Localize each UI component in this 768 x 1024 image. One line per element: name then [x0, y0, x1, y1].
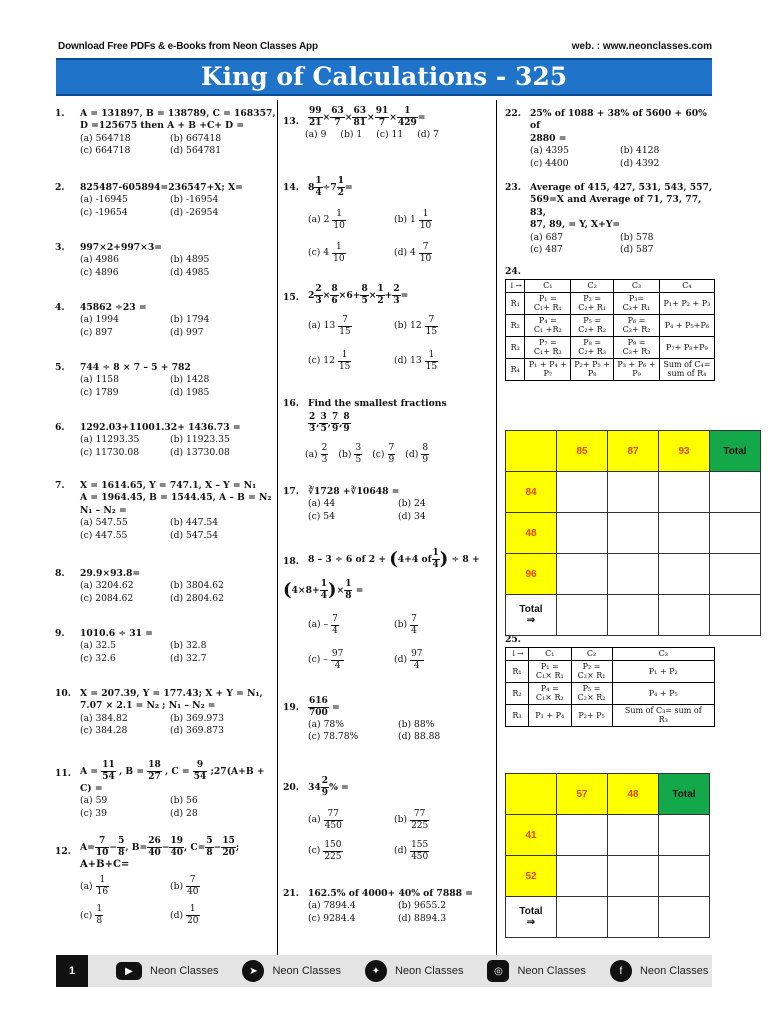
option-b: (b) -16954 — [170, 194, 219, 206]
option-d: (d) 4985 — [170, 266, 210, 278]
option-d: (d) 28 — [170, 807, 198, 819]
question-18: 18. 8 – 3 ÷ 6 of 2 + (4+4 of $\frac{1}{4}$ ) ÷ 8 + (4×8+ $\frac{1}{4}$ )× $\frac{1}{8}$ = (a) – 7 4 (b) 7 4 (c) – 97 4 (d) 97 4 — [283, 548, 493, 672]
table-cell: P₄ = C₁ +R₂ — [525, 314, 571, 336]
corner-cell: ↓→ — [506, 280, 525, 293]
page-title: King of Calculations - 325 — [56, 58, 712, 96]
question-10: 10. X = 207.39, Y = 177.43; X + Y = N₁, 7.07 × 2.1 = N₂ ; N₁ – N₂ = (a) 384.82 (b) 369.973 (c) 384.28 (d) 369.873 — [55, 688, 277, 738]
grid-corner — [506, 431, 557, 472]
option-a: (a) 2 1 10 — [308, 209, 345, 231]
option-a: (a) -16945 — [80, 194, 128, 206]
corner-cell: ↓→ — [506, 648, 529, 661]
option-a: (a) 1158 — [80, 374, 119, 386]
option-b: (b) 578 — [620, 231, 654, 243]
table-cell: P₃= C₃+ R₁ — [614, 292, 660, 314]
table-cell: P₉ = C₃+ R₃ — [614, 336, 660, 358]
question-9: 9. 1010.6 ÷ 31 = (a) 32.5 (b) 32.8 (c) 32.6 (d) 32.7 — [55, 628, 277, 665]
column-header: C₂ — [571, 648, 612, 661]
option-d: (d) 88.88 — [398, 731, 441, 743]
option-a: (a) 2 3 — [305, 443, 328, 466]
table-row — [506, 704, 715, 726]
instagram-icon: ◎ — [487, 960, 509, 982]
table-cell: Sum of C₄= sum of R₄ — [659, 358, 714, 380]
option-a: (a) 547.55 — [80, 517, 128, 529]
table-cell: P₇ = C₁+ R₃ — [525, 336, 571, 358]
option-b: (b) 7 4 — [394, 614, 417, 636]
grid-empty-cell[interactable] — [557, 897, 608, 938]
grid-empty-cell[interactable] — [608, 595, 659, 636]
grid-total-header: Total — [710, 431, 761, 472]
table-row — [506, 336, 715, 358]
question-24-table — [505, 279, 715, 381]
question-25-answer-grid — [505, 773, 710, 938]
option-c: (c) 7 9 — [372, 443, 395, 466]
question-20: 20. 34 $\frac{2}{9}$ % = (a) 77 450 (b) 77 225 (c) 150 225 (d) 155 450 — [283, 776, 493, 863]
column-header: C₁ — [525, 280, 571, 293]
table-cell: P₂+ P₅ + P₈ — [571, 358, 614, 380]
option-d: (d) 32.7 — [170, 652, 207, 664]
grid-total-row-label: Total ⇒ — [506, 897, 557, 938]
table-cell: R₂ — [506, 682, 529, 704]
table-cell: P₄ + P₅+P₆ — [659, 314, 714, 336]
grid-empty-cell[interactable] — [608, 554, 659, 595]
table-cell: R₁ — [506, 660, 529, 682]
table-cell: P₁ = C₁× R₁ — [529, 660, 572, 682]
question-22: 22. 25% of 1088 + 38% of 5600 + 60% of 2880 = (a) 4395 (b) 4128 (c) 4400 (d) 4392 — [505, 108, 715, 170]
footer-bar — [56, 955, 712, 987]
column-header: C₃ — [614, 280, 660, 293]
option-a: (a) 4395 — [530, 145, 569, 157]
grid-empty-cell[interactable] — [710, 554, 761, 595]
option-c: (c) 11730.08 — [80, 446, 140, 458]
grid-column-value: 93 — [659, 431, 710, 472]
option-d: (d) 13730.08 — [170, 446, 230, 458]
option-c: (c) 54 — [308, 510, 335, 522]
question-21: 21. 162.5% of 4000+ 40% of 7888 = (a) 7894.4 (b) 9655.2 (c) 9284.4 (d) 8894.3 — [283, 888, 493, 925]
table-row — [506, 292, 715, 314]
option-c: (c) 11 — [376, 129, 404, 140]
option-d: (d) 547.54 — [170, 529, 219, 541]
table-cell: P₄ = C₁× R₂ — [529, 682, 572, 704]
question-17: 17. ∛1728 +∛10648 = (a) 44 (b) 24 (c) 54 (d) 34 — [283, 486, 493, 523]
table-cell: R₃ — [506, 336, 525, 358]
grid-row-value: 52 — [506, 856, 557, 897]
table-cell: R₄ — [506, 358, 525, 380]
question-14: 14. 8 $\frac{1}{4}$ ÷7 $\frac{1}{2}$ = (a) 2 1 10 (b) 1 1 10 (c) 4 1 10 (d) 4 7 10 — [283, 176, 493, 265]
table-cell: R₂ — [506, 314, 525, 336]
grid-row-value: 96 — [506, 554, 557, 595]
grid-column-value: 48 — [608, 774, 659, 815]
header-website[interactable]: web. : www.neonclasses.com — [571, 41, 712, 52]
instagram-link[interactable]: ◎ Neon Classes — [487, 960, 585, 982]
grid-empty-cell[interactable] — [608, 897, 659, 938]
column-header: C₄ — [659, 280, 714, 293]
twitter-icon: ✦ — [365, 960, 387, 982]
option-d: (d) 8 9 — [405, 443, 429, 466]
option-c: (c) 487 — [530, 244, 563, 256]
option-d: (d) 1 20 — [170, 904, 199, 927]
column-divider — [277, 100, 278, 955]
question-5: 5. 744 ÷ 8 × 7 – 5 + 782 (a) 1158 (b) 1428 (c) 1789 (d) 1985 — [55, 362, 277, 399]
grid-empty-cell[interactable] — [608, 472, 659, 513]
table-row — [506, 358, 715, 380]
grid-empty-cell[interactable] — [710, 595, 761, 636]
grid-corner — [506, 774, 557, 815]
column-header: C₂ — [571, 280, 614, 293]
question-12: 12. A= $\frac{7}{10}$ − $\frac{5}{8}$ , B= $\frac{26}{40}$ − $\frac{19}{40}$ , C= $\frac{5}{8}$ − $\frac{15}{20}$ ; A+B+C= (a) 1 16 (b) 7 40 (c) 1 8 (d) 1 20 — [55, 836, 277, 927]
question-25: 25. ↓→ C₁ C₂ C₃ R₁ P₁ = C₁× R₁ P₂ = C₂× R₁ P₁ + P₂ R₂ P₄ = C₁× R₂ P₅ = C₂× R₂ P₄ + P₅ R₃ P₁ + P₄ P₂+ P₅ Sum of C₃= sum of R₃ — [505, 634, 715, 727]
option-a: (a) 3204.62 — [80, 580, 134, 592]
option-d: (d) 564781 — [170, 145, 222, 157]
option-c: (c) 12 1 15 — [308, 350, 351, 372]
option-d: (d) 13 1 15 — [394, 350, 438, 372]
option-d: (d) 97 4 — [394, 649, 423, 671]
table-cell: P₁ + P₄ — [529, 704, 572, 726]
grid-empty-cell[interactable] — [608, 513, 659, 554]
grid-row-value: 48 — [506, 513, 557, 554]
option-c: (c) 4 1 10 — [308, 242, 345, 264]
option-b: (b) 12 7 15 — [394, 315, 438, 337]
option-a: (a) 564718 — [80, 132, 131, 144]
question-23: 23. Average of 415, 427, 531, 543, 557, 569=X and Average of 71, 73, 77, 83, 87, 89, = Y, X+Y= (a) 687 (b) 578 (c) 487 (d) 587 — [505, 182, 715, 256]
option-d: (d) 7 — [417, 129, 440, 140]
option-a: (a) 44 — [308, 498, 336, 510]
table-cell: R₃ — [506, 704, 529, 726]
option-d: (d) 1985 — [170, 386, 210, 398]
grid-empty-cell[interactable] — [659, 856, 710, 897]
question-6: 6. 1292.03+11001.32+ 1436.73 = (a) 11293.35 (b) 11923.35 (c) 11730.08 (d) 13730.08 — [55, 422, 277, 459]
option-c: (c) 2084.62 — [80, 592, 134, 604]
option-b: (b) 1 1 10 — [394, 209, 432, 231]
table-cell: P₅ = C₂+ R₂ — [571, 314, 614, 336]
option-a: (a) 78% — [308, 719, 344, 730]
table-row — [506, 660, 715, 682]
grid-empty-cell[interactable] — [557, 595, 608, 636]
table-row — [506, 314, 715, 336]
option-b: (b) 1 — [340, 129, 363, 140]
question-25-table — [505, 647, 715, 727]
option-a: (a) 4986 — [80, 254, 119, 266]
grid-empty-cell[interactable] — [557, 472, 608, 513]
table-cell: P₇+ P₈+P₉ — [659, 336, 714, 358]
grid-empty-cell[interactable] — [557, 856, 608, 897]
option-a: (a) 384.82 — [80, 712, 128, 724]
option-b: (b) 3804.62 — [170, 580, 224, 592]
option-c: (c) – 97 4 — [308, 649, 344, 671]
option-c: (c) 897 — [80, 326, 113, 338]
facebook-link[interactable]: f Neon Classes — [610, 960, 708, 982]
grid-empty-cell[interactable] — [608, 856, 659, 897]
grid-column-value: 85 — [557, 431, 608, 472]
option-a: (a) 13 7 15 — [308, 315, 351, 337]
option-c: (c) 664718 — [80, 145, 131, 157]
option-a: (a) 687 — [530, 231, 564, 243]
table-cell: P₁ = C₁+ R₁ — [525, 292, 571, 314]
grid-empty-cell[interactable] — [608, 815, 659, 856]
option-c: (c) 4400 — [530, 157, 569, 169]
option-b: (b) 3 5 — [338, 443, 362, 466]
table-cell: P₅ = C₂× R₂ — [571, 682, 612, 704]
column-header: C₁ — [529, 648, 572, 661]
table-cell: P₂+ P₅ — [571, 704, 612, 726]
question-24: 24. ↓→ C₁ C₂ C₃ C₄ R₁ P₁ = C₁+ R₁ P₂ = C₂+ R₁ P₃= C₃+ R₁ P₁+ P₂ + P₃ R₂ P₄ = C₁ +R₂ P₅ = C₂+ R₂ P₆ = C₃+ R₂ P₄ + P₅+P₆ R₃ P₇ = C₁+ R₃ P₈ = C₂+ R₃ P₉ = C₃+ R₃ P₇+ P₈+P₉ R₄ P₁ + P₄ + P₇ P₂+ P₅ + P₈ P₃ + P₆ + P₉ Sum of C₄= sum of R₄ — [505, 266, 715, 381]
option-b: (b) 447.54 — [170, 517, 219, 529]
grid-empty-cell[interactable] — [659, 472, 710, 513]
table-cell: P₁+ P₂ + P₃ — [659, 292, 714, 314]
grid-empty-cell[interactable] — [557, 554, 608, 595]
column-divider — [496, 100, 497, 955]
grid-row-value: 84 — [506, 472, 557, 513]
option-c: (c) 39 — [80, 807, 107, 819]
question-16: 16. Find the smallest fractions $\frac{2}{3}$ , $\frac{3}{5}$ , $\frac{7}{9}$ , $\frac{8}{9}$ (a) 2 3 (b) 3 5 (c) 7 9 (d) 8 9 — [283, 398, 447, 466]
grid-empty-cell[interactable] — [659, 897, 710, 938]
grid-empty-cell[interactable] — [557, 513, 608, 554]
option-c: (c) 447.55 — [80, 529, 128, 541]
table-cell: Sum of C₃= sum of R₃ — [612, 704, 714, 726]
option-d: (d) 34 — [398, 510, 426, 522]
option-c: (c) 78.78% — [308, 731, 359, 743]
option-c: (c) 1789 — [80, 386, 119, 398]
question-1: 1. A = 131897, B = 138789, C = 168357, D =125675 then A + B +C+ D = (a) 564718 (b) 667418 (c) 664718 (d) 564781 — [55, 108, 276, 157]
option-d: (d) 2804.62 — [170, 592, 224, 604]
option-b: (b) 4128 — [620, 145, 660, 157]
question-19: 19. $\frac{616}{700}$ = (a) 78% (b) 88% (c) 78.78% (d) 88.88 — [283, 696, 493, 744]
grid-empty-cell[interactable] — [659, 595, 710, 636]
grid-total-header: Total — [659, 774, 710, 815]
table-cell: P₂ = C₂+ R₁ — [571, 292, 614, 314]
option-a: (a) 77 450 — [308, 809, 342, 831]
option-c: (c) -19654 — [80, 206, 128, 218]
option-a: (a) 59 — [80, 795, 108, 807]
question-13: 13. $\frac{99}{21}$ × $\frac{63}{7}$ × $\frac{63}{81}$ × $\frac{91}{7}$ × $\frac{1}{429}$ = (a) 9 (b) 1 (c) 11 (d) 7 — [283, 106, 440, 140]
page-number: 1 — [56, 955, 88, 987]
option-b: (b) 4895 — [170, 254, 210, 266]
option-d: (d) 587 — [620, 244, 654, 256]
option-b: (b) 77 225 — [394, 809, 429, 831]
table-cell: P₁ + P₂ — [612, 660, 714, 682]
option-b: (b) 32.8 — [170, 640, 207, 652]
table-cell: P₈ = C₂+ R₃ — [571, 336, 614, 358]
option-a: (a) 32.5 — [80, 640, 117, 652]
question-7: 7. X = 1614.65, Y = 747.1, X – Y = N₁ A = 1964.45, B = 1544.45, A – B = N₂ N₁ – N₂ = (a) 547.55 (b) 447.54 (c) 447.55 (d) 547.54 — [55, 480, 277, 542]
option-d: (d) 997 — [170, 326, 204, 338]
question-2: 2. 825487-605894=236547+X; X= (a) -16945 (b) -16954 (c) -19654 (d) -26954 — [55, 182, 277, 219]
grid-column-value: 87 — [608, 431, 659, 472]
telegram-link[interactable]: ➤ Neon Classes — [242, 960, 340, 982]
table-cell: P₁ + P₄ + P₇ — [525, 358, 571, 380]
youtube-link[interactable]: ▶ Neon Classes — [116, 962, 218, 980]
grid-row-value: 41 — [506, 815, 557, 856]
grid-empty-cell[interactable] — [710, 513, 761, 554]
grid-empty-cell[interactable] — [710, 472, 761, 513]
option-a: (a) – 7 4 — [308, 614, 338, 636]
option-b: (b) 7 40 — [170, 875, 199, 898]
table-cell: P₄ + P₅ — [612, 682, 714, 704]
grid-empty-cell[interactable] — [659, 554, 710, 595]
question-11: 11. A = $\frac{11}{54}$ , B = $\frac{18}{27}$ , C = $\frac{9}{54}$ ;27(A+B + C) = (a) 59 (b) 56 (c) 39 (d) 28 — [55, 760, 277, 820]
grid-empty-cell[interactable] — [659, 513, 710, 554]
table-cell: R₁ — [506, 292, 525, 314]
question-24-answer-grid — [505, 430, 761, 636]
question-4: 4. 45862 ÷23 = (a) 1994 (b) 1794 (c) 897 (d) 997 — [55, 302, 277, 339]
facebook-icon: f — [610, 960, 632, 982]
question-8: 8. 29.9×93.8= (a) 3204.62 (b) 3804.62 (c) 2084.62 (d) 2804.62 — [55, 568, 277, 605]
option-b: (b) 667418 — [170, 132, 222, 144]
option-a: (a) 1994 — [80, 314, 119, 326]
option-b: (b) 24 — [398, 498, 426, 510]
header-download-text: Download Free PDFs & e-Books from Neon Classes App — [58, 41, 318, 52]
option-a: (a) 11293.35 — [80, 434, 140, 446]
option-c: (c) 4896 — [80, 266, 119, 278]
grid-empty-cell[interactable] — [659, 815, 710, 856]
option-c: (c) 9284.4 — [308, 912, 356, 924]
option-d: (d) 4392 — [620, 157, 660, 169]
option-b: (b) 1794 — [170, 314, 210, 326]
question-3: 3. 997×2+997×3= (a) 4986 (b) 4895 (c) 4896 (d) 4985 — [55, 242, 277, 279]
option-c: (c) 150 225 — [308, 840, 342, 862]
option-d: (d) 8894.3 — [398, 912, 447, 924]
option-b: (b) 56 — [170, 795, 198, 807]
option-b: (b) 1428 — [170, 374, 210, 386]
table-cell: P₂ = C₂× R₁ — [571, 660, 612, 682]
table-cell: P₃ + P₆ + P₉ — [614, 358, 660, 380]
grid-column-value: 57 — [557, 774, 608, 815]
option-a: (a) 7894.4 — [308, 900, 356, 912]
grid-total-row-label: Total ⇒ — [506, 595, 557, 636]
table-row — [506, 682, 715, 704]
option-c: (c) 384.28 — [80, 725, 128, 737]
table-cell: P₆ = C₃+ R₂ — [614, 314, 660, 336]
option-a: (a) 1 16 — [80, 875, 109, 898]
option-b: (b) 9655.2 — [398, 900, 447, 912]
option-c: (c) 32.6 — [80, 652, 116, 664]
option-c: (c) 1 8 — [80, 904, 103, 927]
twitter-link[interactable]: ✦ Neon Classes — [365, 960, 463, 982]
question-15: 15. 2 $\frac{2}{3}$ × $\frac{8}{6}$ ×6+ $\frac{8}{5}$ × $\frac{1}{2}$ + $\frac{2}{3}$ = (a) 13 7 15 (b) 12 7 15 (c) 12 1 15 (d) 13 1 15 — [283, 284, 493, 373]
youtube-icon: ▶ — [116, 962, 142, 980]
option-b: (b) 88% — [398, 719, 435, 730]
option-b: (b) 369.973 — [170, 712, 224, 724]
option-b: (b) 11923.35 — [170, 434, 230, 446]
column-header: C₃ — [612, 648, 714, 661]
telegram-icon: ➤ — [242, 960, 264, 982]
option-d: (d) 4 7 10 — [394, 242, 432, 264]
option-d: (d) -26954 — [170, 206, 219, 218]
grid-empty-cell[interactable] — [557, 815, 608, 856]
option-d: (d) 155 450 — [394, 840, 429, 862]
option-d: (d) 369.873 — [170, 725, 224, 737]
option-a: (a) 9 — [305, 129, 327, 140]
